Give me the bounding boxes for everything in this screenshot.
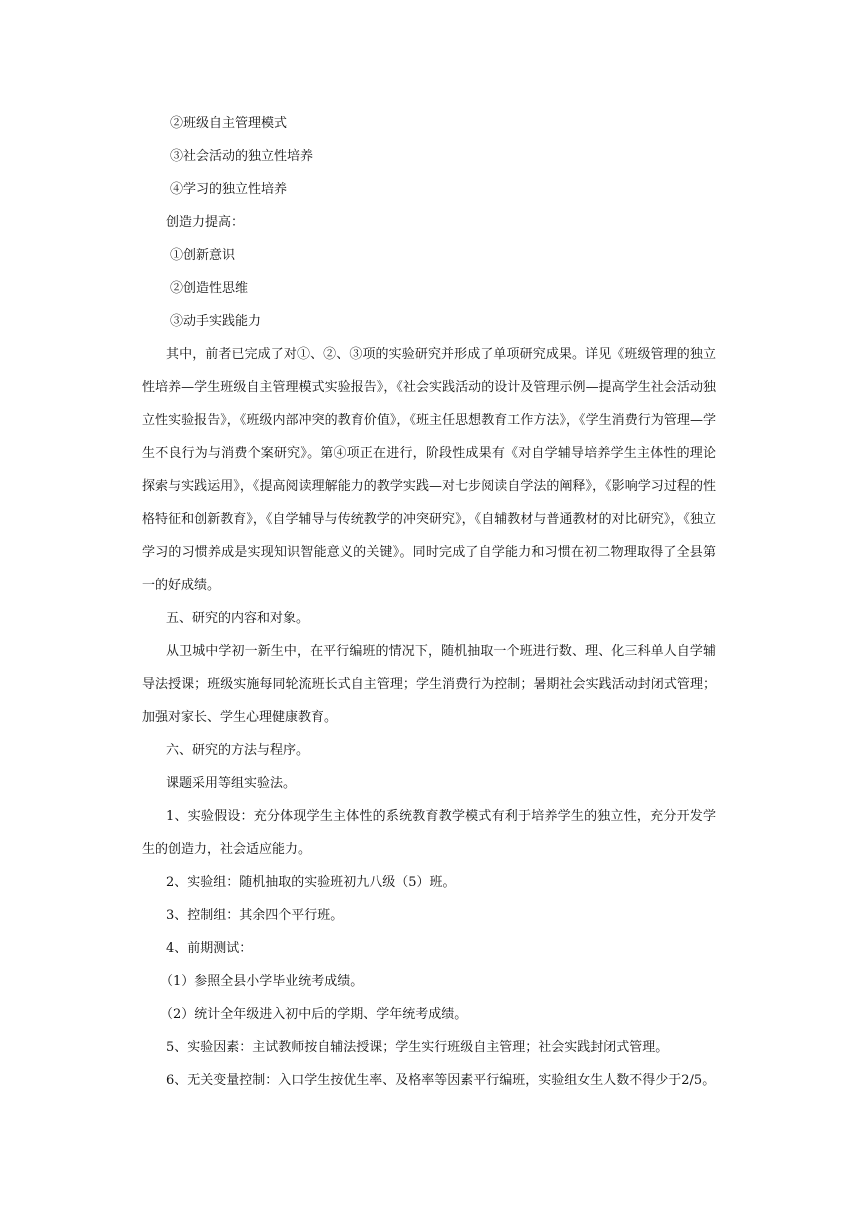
list-item: ③社会活动的独立性培养 — [170, 149, 314, 164]
list-item: ③动手实践能力 — [170, 314, 262, 329]
section-heading: 五、研究的内容和对象。 — [166, 611, 310, 626]
body-paragraph: 2、实验组：随机抽取的实验班初九八级（5）班。 — [166, 875, 456, 890]
list-item: ②创造性思维 — [170, 281, 249, 296]
list-item: （2）统计全年级进入初中后的学期、学年统考成绩。 — [160, 1007, 468, 1022]
body-paragraph: 4、前期测试： — [166, 941, 253, 956]
section-heading: 六、研究的方法与程序。 — [166, 743, 310, 758]
body-paragraph: 3、控制组：其余四个平行班。 — [166, 908, 344, 923]
list-item: ①创新意识 — [170, 248, 236, 263]
body-paragraph: 从卫城中学初一新生中，在平行编班的情况下，随机抽取一个班进行数、理、化三科单人自学辅导法授课；班级实施每同轮流班长式自主管理；学生消费行为控制；暑期社会实践活动封闭式管理；加强对家长、学生心理健康教育。 — [142, 644, 716, 725]
section-label: 创造力提高： — [166, 215, 245, 230]
list-item: ②班级自主管理模式 — [170, 116, 288, 131]
list-item: ④学习的独立性培养 — [170, 182, 288, 197]
document-body — [142, 107, 716, 1097]
body-paragraph: 6、无关变量控制：入口学生按优生率、及格率等因素平行编班，实验组女生人数不得少于2/5。 — [166, 1073, 716, 1088]
body-paragraph: 课题采用等组实验法。 — [166, 776, 297, 791]
list-item: （1）参照全县小学毕业统考成绩。 — [160, 974, 364, 989]
body-paragraph: 1、实验假设：充分体现学生主体性的系统教育教学模式有利于培养学生的独立性，充分开发学生的创造力，社会适应能力。 — [142, 809, 716, 857]
body-paragraph: 其中，前者已完成了对①、②、③项的实验研究并形成了单项研究成果。详见《班级管理的独立性培养—学生班级自主管理模式实验报告》，《社会实践活动的设计及管理示例—提高学生社会活动独立性实验报告》，《班级内部冲突的教育价值》，《班主任思想教育工作方法》，《学生消费行为管理—学生不良行为与消费个案研究》。第④项正在进行，阶段性成果有《对自学辅导培养学生主体性的理论探索与实践运用》，《提高阅读理解能力的教学实践—对七步阅读自学法的阐释》，《影响学习过程的性格特征和创新教育》，《自学辅导与传统教学的冲突研究》，《自辅教材与普通教材的对比研究》，《独立学习的习惯养成是实现知识智能意义的关键》。同时完成了自学能力和习惯在初二物理取得了全县第一的好成绩。 — [142, 347, 716, 593]
body-paragraph: 5、实验因素：主试教师按自辅法授课；学生实行班级自主管理；社会实践封闭式管理。 — [166, 1040, 669, 1055]
